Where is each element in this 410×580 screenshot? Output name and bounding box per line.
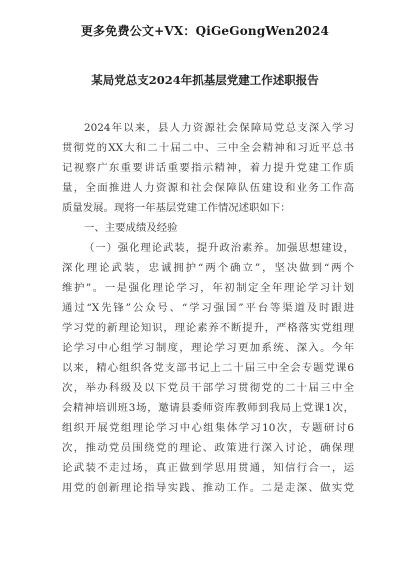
body-text-line: 次，举办科级及以下党员干部学习贯彻党的二十届三中全 [62,382,354,394]
document-body [62,118,354,498]
body-text-line: （一）强化理论武装，提升政治素养。加强思想建设， [84,242,354,254]
body-text-line: 通过“X先锋”公众号、“学习强国”平台等渠道及时跟进 [62,302,354,314]
body-text-line: 用党的创新理论指导实践、推动工作。二是走深、做实党 [62,482,354,494]
body-text-line: 学习党的新理论知识，理论素养不断提升，严格落实党组理 [62,322,354,334]
body-text-line: 组织开展党组理论学习中心组集体学习10次，专题研讨6 [62,422,354,434]
body-text-line: 记视察广东重要讲话重要指示精神，着力提升党建工作质 [62,162,354,174]
body-text-line: 次，推动党员围绕党的理论、政策进行深入讨论，确保理 [62,442,354,454]
body-text-line: 贯彻党的XX大和二十届二中、三中全会精神和习近平总书 [62,142,354,154]
body-text-line: 质量发展。现将一年基层党建工作情况述职如下： [62,202,291,214]
body-text-line: 量，全面推进人力资源和社会保障队伍建设和业务工作高 [62,182,354,194]
body-text-line: 一、主要成绩及经验 [84,222,178,234]
body-text-line: 以来，精心组织各党支部书记上二十届三中全会专题党课6 [62,362,354,374]
promo-banner: 更多免费公文+VX：QiGeGongWen2024 [80,24,330,38]
body-text-line: 2024年以来，县人力资源社会保障局党总支深入学习 [84,122,354,134]
body-text-line: 维护”。一是强化理论学习，年初制定全年理论学习计划 [62,282,354,294]
body-text-line: 论学习中心组学习制度，理论学习更加系统、深入。今年 [62,342,354,354]
body-text-line: 论武装不走过场，真正做到学思用贯通，知信行合一，运 [62,462,354,474]
document-title: 某局党总支2024年抓基层党建工作述职报告 [91,73,319,87]
body-text-line: 会精神培训班3场，邀请县委师资库教师到我局上党课1次， [62,402,354,414]
body-text-line: 深化理论武装，忠诚拥护“两个确立”，坚决做到“两个 [62,262,354,274]
